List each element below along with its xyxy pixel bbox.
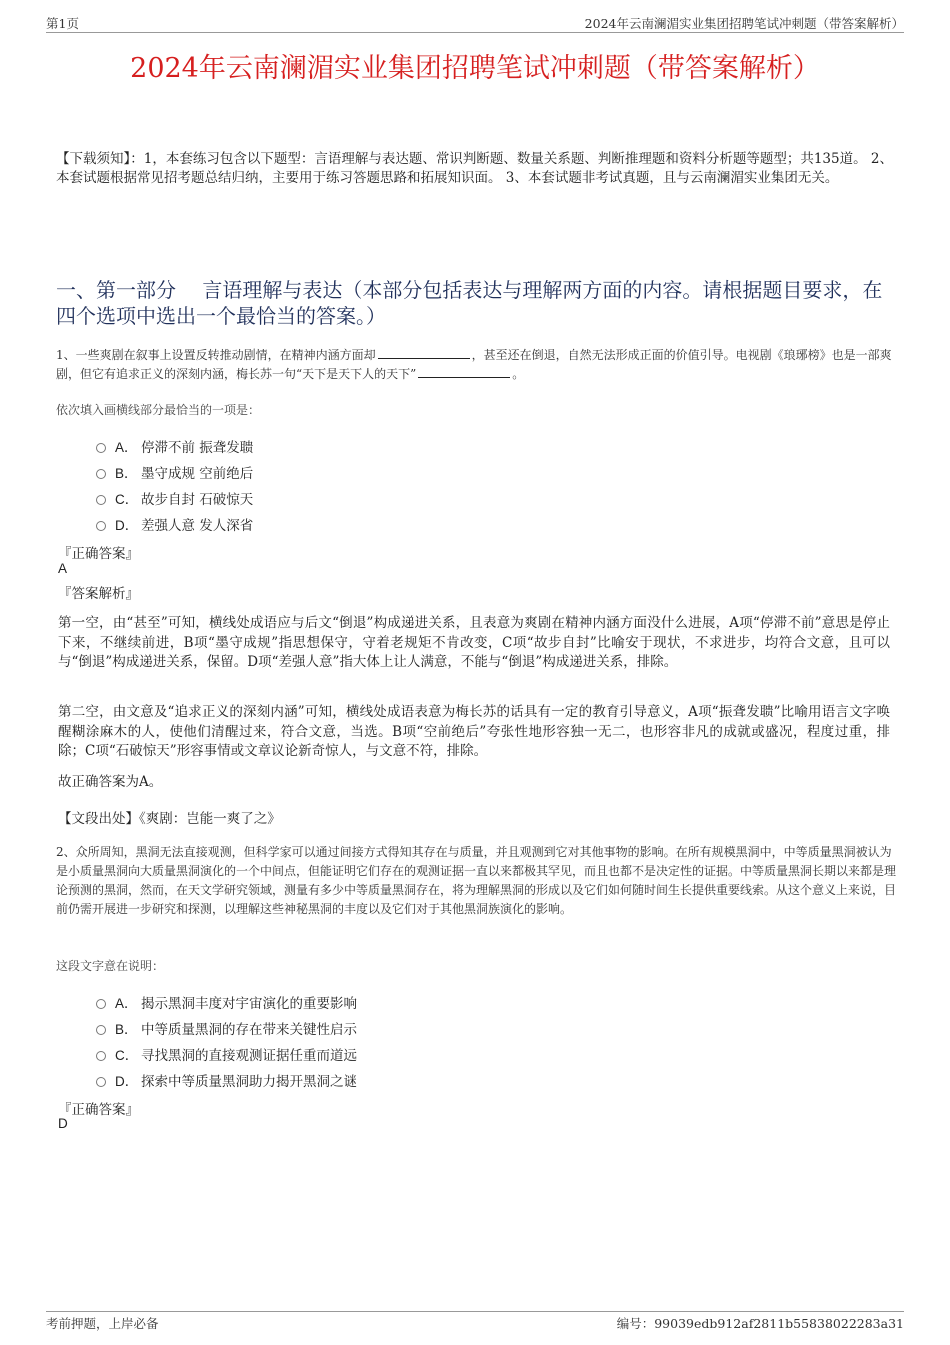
q1-option-a[interactable]: A． 停滞不前 振聋发聩 <box>96 433 253 459</box>
radio-icon[interactable] <box>96 999 106 1009</box>
q1-option-b[interactable]: B． 墨守成规 空前绝后 <box>96 459 253 485</box>
radio-icon[interactable] <box>96 521 106 531</box>
document-title: 2024年云南澜湄实业集团招聘笔试冲刺题（带答案解析） <box>130 53 820 84</box>
q1-stem-part-a: 1、一些爽剧在叙事上设置反转推动剧情，在精神内涵方面却 <box>56 348 376 362</box>
radio-icon[interactable] <box>96 495 106 505</box>
section-heading: 一、第一部分 言语理解与表达（本部分包括表达与理解两方面的内容。请根据题目要求，在四个选项中选出一个最恰当的答案。） <box>56 278 883 328</box>
q1-analysis-paragraph-1: 第一空，由“甚至”可知，横线处成语应与后文“倒退”构成递进关系，且表意为爽剧在精神内涵方面没什么进展，A项“停滞不前”意思是停止下来，不继续前进，B项“墨守成规”指思想保守，守着老规矩不肯改变，C项“故步自封”比喻安于现状，不求进步，均符合文意，且可以与“倒退”构成递进关系，保留。D项“差强人意”指大体上让人满意，不能与“倒退”构成递进关系，排除。 <box>58 615 890 670</box>
radio-icon[interactable] <box>96 469 106 479</box>
q2-answer: D <box>58 1116 68 1131</box>
page-header <box>46 14 904 32</box>
footer-divider <box>46 1311 904 1312</box>
q1-analysis-conclusion: 故正确答案为A。 <box>58 774 163 790</box>
q1-options <box>96 433 253 537</box>
fill-blank-1 <box>378 346 470 359</box>
radio-icon[interactable] <box>96 443 106 453</box>
q1-analysis-label: 『答案解析』 <box>58 586 139 602</box>
q1-stem-part-b: ，甚至还在倒退，自然无法形成正面的价值引导。电视剧《琅琊榜》也是一部爽剧，但它有追求正义的深刻内涵，梅长苏一句“天下是天下人的天下” <box>56 348 892 381</box>
question-1-stem <box>56 346 898 384</box>
q1-source: 【文段出处】《爽剧：岂能一爽了之》 <box>58 811 281 827</box>
page-number: 第1页 <box>46 16 79 31</box>
q2-option-b[interactable]: B． 中等质量黑洞的存在带来关键性启示 <box>96 1015 357 1041</box>
radio-icon[interactable] <box>96 1051 106 1061</box>
download-notice: 【下载须知】：1，本套练习包含以下题型：言语理解与表达题、常识判断题、数量关系题、判断推理题和资料分析题等题型；共135道。 2、本套试题根据常见招考题总结归纳，主要用于练习答题思路和拓展知识面。 3、本套试题非考试真题，且与云南澜湄实业集团无关。 <box>56 151 893 186</box>
q1-stem-part-c: 。 <box>512 367 525 381</box>
q2-option-d[interactable]: D． 探索中等质量黑洞助力揭开黑洞之谜 <box>96 1067 357 1093</box>
radio-icon[interactable] <box>96 1077 106 1087</box>
q1-answer: A <box>58 561 68 576</box>
header-divider <box>46 32 904 33</box>
footer-doc-id: 编号：99039edb912af2811b55838022283a31 <box>616 1316 904 1331</box>
q1-option-c[interactable]: C． 故步自封 石破惊天 <box>96 485 253 511</box>
footer-slogan: 考前押题，上岸必备 <box>46 1316 159 1331</box>
q1-answer-label: 『正确答案』 <box>58 546 139 562</box>
q1-analysis-paragraph-2: 第二空，由文意及“追求正义的深刻内涵”可知，横线处成语表意为梅长苏的话具有一定的教育引导意义，A项“振聋发聩”比喻用语言文字唤醒糊涂麻木的人，使他们清醒过来，符合文意，当选。B项“空前绝后”夸张性地形容独一无二，也形容非凡的成就或盛况，程度过重，排除；C项“石破惊天”形容事情或文章议论新奇惊人，与文意不符，排除。 <box>58 704 890 759</box>
q2-prompt: 这段文字意在说明： <box>56 959 165 973</box>
question-2-stem: 2、众所周知，黑洞无法直接观测，但科学家可以通过间接方式得知其存在与质量，并且观测到它对其他事物的影响。在所有规模黑洞中，中等质量黑洞被认为是小质量黑洞向大质量黑洞演化的一个中间点，但能证明它们存在的观测证据一直以来都极其罕见，而且也都不是决定性的证据。中等质量黑洞长期以来都是理论预测的黑洞，然而，在天文学研究领域，测量有多少中等质量黑洞存在，将为理解黑洞的形成以及它们如何随时间生长提供重要线索。从这个意义上来说，目前仍需开展进一步研究和探测，以理解这些神秘黑洞的丰度以及它们对于其他黑洞族演化的影响。 <box>56 845 897 916</box>
fill-blank-2 <box>418 365 510 378</box>
q2-answer-label: 『正确答案』 <box>58 1102 139 1118</box>
q2-options <box>96 989 357 1093</box>
radio-icon[interactable] <box>96 1025 106 1035</box>
q2-option-a[interactable]: A． 揭示黑洞丰度对宇宙演化的重要影响 <box>96 989 357 1015</box>
q1-prompt: 依次填入画横线部分最恰当的一项是： <box>56 403 261 417</box>
q2-option-c[interactable]: C． 寻找黑洞的直接观测证据任重而道远 <box>96 1041 357 1067</box>
header-doc-title: 2024年云南澜湄实业集团招聘笔试冲刺题（带答案解析） <box>584 16 904 31</box>
page-footer <box>46 1314 904 1332</box>
q1-option-d[interactable]: D． 差强人意 发人深省 <box>96 511 253 537</box>
